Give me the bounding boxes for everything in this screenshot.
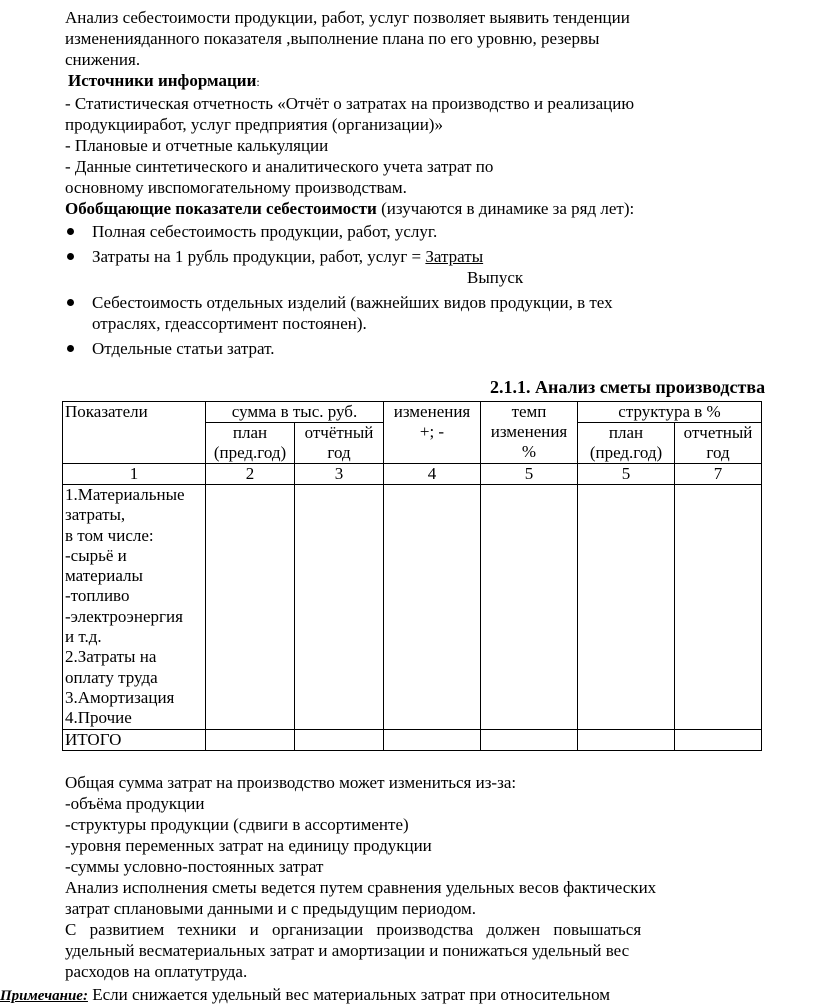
summary-item: Отдельные статьи затрат. — [65, 338, 815, 359]
header-structure: структура в % — [578, 402, 762, 423]
header-sum: сумма в тыс. руб. — [206, 402, 384, 423]
after-table-text — [65, 772, 715, 982]
document-page — [65, 7, 815, 363]
header-plan-structure: план (пред.год) — [578, 423, 675, 464]
col-number: 5 — [481, 464, 578, 485]
source-item: - Данные синтетического и аналитического учета затрат по — [65, 157, 494, 176]
col-number: 2 — [206, 464, 295, 485]
cost-items-cell: 1.Материальные затраты, в том числе: -сырьё и материалы -топливо -электроэнергия и т.д. 2.Затраты на оплату труда 3.Амортизация 4.Прочие — [63, 485, 206, 730]
source-item: основному ивспомогательному производствам. — [65, 178, 407, 197]
empty-cell — [578, 729, 675, 750]
text-line: -суммы условно-постоянных затрат — [65, 857, 324, 876]
empty-cell — [481, 729, 578, 750]
col-number: 3 — [295, 464, 384, 485]
summary-heading: Обобщающие показатели себестоимости (изучаются в динамике за ряд лет): — [65, 199, 635, 218]
intro-paragraph — [65, 7, 705, 70]
source-item: - Плановые и отчетные калькуляции — [65, 136, 329, 155]
text-line: затрат сплановыми данными и с предыдущим периодом. — [65, 899, 477, 918]
text-line: Общая сумма затрат на производство может измениться из-за: — [65, 773, 517, 792]
empty-cell — [384, 729, 481, 750]
empty-cell — [295, 485, 384, 730]
header-indicators: Показатели — [63, 402, 206, 464]
text-line: удельный весматериальных затрат и амортизации и понижаться удельный вес — [65, 941, 630, 960]
col-number: 7 — [675, 464, 762, 485]
header-rate: темп изменения % — [481, 402, 578, 464]
table-number-row — [63, 464, 762, 485]
summary-item-formula: Затраты на 1 рубль продукции, работ, услуг = Затраты Выпуск — [65, 246, 815, 288]
summary-item: Себестоимость отдельных изделий (важнейших видов продукции, в тех отраслях, гдеассортимент постоянен). — [65, 292, 815, 334]
empty-cell — [295, 729, 384, 750]
bullet-icon — [67, 228, 74, 235]
header-change: изменения +; - — [384, 402, 481, 464]
text-line: -уровня переменных затрат на единицу продукции — [65, 836, 432, 855]
sources-heading: Источники информации: — [68, 71, 260, 90]
text-line: Анализ исполнения сметы ведется путем сравнения удельных весов фактических — [65, 878, 657, 897]
table-total-row — [63, 729, 762, 750]
bullet-icon — [67, 345, 74, 352]
section-title: 2.1.1. Анализ сметы производства — [490, 377, 766, 397]
intro-line: измененияданного показателя ,выполнение плана по его уровню, резервы — [65, 29, 600, 48]
text-line: -объёма продукции — [65, 794, 205, 813]
table-header-row — [63, 402, 762, 423]
formula-denominator: Выпуск — [467, 268, 524, 287]
header-report: отчётный год — [295, 423, 384, 464]
total-label: ИТОГО — [63, 729, 206, 750]
intro-line: Анализ себестоимости продукции, работ, услуг позволяет выявить тенденции — [65, 8, 630, 27]
header-report-structure: отчетный год — [675, 423, 762, 464]
empty-cell — [675, 485, 762, 730]
source-item: продукцииработ, услуг предприятия (организации)» — [65, 115, 443, 134]
text-line: С развитием техники и организации производства должен повышаться — [65, 920, 642, 939]
empty-cell — [578, 485, 675, 730]
source-item: - Статистическая отчетность «Отчёт о затратах на производство и реализацию — [65, 94, 635, 113]
col-number: 5 — [578, 464, 675, 485]
bullet-icon — [67, 253, 74, 260]
cost-estimate-table — [62, 401, 762, 751]
col-number: 4 — [384, 464, 481, 485]
text-line: -структуры продукции (сдвиги в ассортименте) — [65, 815, 409, 834]
summary-list — [65, 221, 815, 359]
note-line — [0, 984, 610, 1007]
empty-cell — [206, 485, 295, 730]
note-label: Примечание: — [0, 988, 88, 1004]
empty-cell — [206, 729, 295, 750]
empty-cell — [384, 485, 481, 730]
col-number: 1 — [63, 464, 206, 485]
intro-line: снижения. — [65, 50, 141, 69]
bullet-icon — [67, 299, 74, 306]
header-plan: план (пред.год) — [206, 423, 295, 464]
formula-numerator: Затраты — [425, 247, 484, 266]
note-text: Если снижается удельный вес материальных затрат при относительном — [87, 985, 611, 1004]
text-line: расходов на оплатутруда. — [65, 962, 248, 981]
empty-cell — [481, 485, 578, 730]
empty-cell — [675, 729, 762, 750]
table-row — [63, 485, 762, 730]
summary-item: Полная себестоимость продукции, работ, услуг. — [65, 221, 815, 242]
